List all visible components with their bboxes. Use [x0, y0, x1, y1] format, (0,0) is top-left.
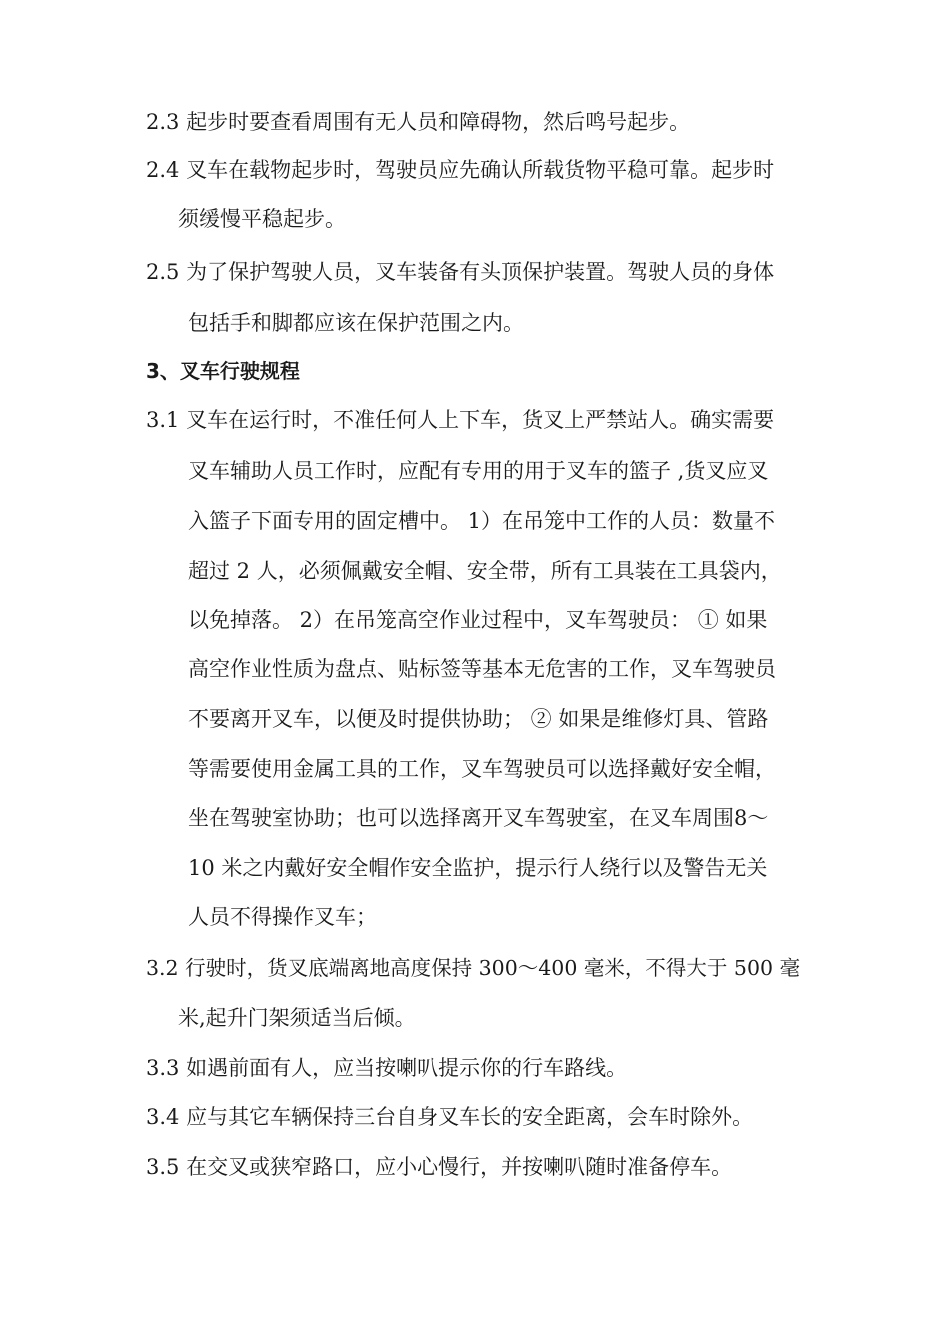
clause-3-4: 3.4 应与其它车辆保持三台自身叉车长的安全距离，会车时除外。 — [146, 1105, 754, 1129]
clause-3-1: 3.1 叉车在运行时，不准任何人上下车，货叉上严禁站人。确实需要 — [146, 408, 775, 432]
clause-3-1-cont-7: 等需要使用金属工具的工作，叉车驾驶员可以选择戴好安全帽， — [188, 757, 776, 781]
clause-3-2: 3.2 行驶时，货叉底端离地高度保持 300～400 毫米，不得大于 500 毫 — [146, 956, 801, 980]
clause-3-1-cont-10: 人员不得操作叉车； — [188, 905, 377, 929]
clause-3-3: 3.3 如遇前面有人，应当按喇叭提示你的行车路线。 — [146, 1056, 628, 1080]
section-heading-3: 3、叉车行驶规程 — [146, 359, 300, 383]
clause-3-1-cont-2: 入篮子下面专用的固定槽中。 1）在吊笼中工作的人员：数量不 — [188, 509, 776, 533]
clause-3-1-cont-4: 以免掉落。 2）在吊笼高空作业过程中，叉车驾驶员： ① 如果 — [188, 608, 768, 632]
clause-2-5-cont: 包括手和脚都应该在保护范围之内。 — [188, 311, 524, 335]
clause-3-5: 3.5 在交叉或狭窄路口，应小心慢行，并按喇叭随时准备停车。 — [146, 1155, 733, 1179]
clause-3-1-cont-5: 高空作业性质为盘点、贴标签等基本无危害的工作，叉车驾驶员 — [188, 657, 776, 681]
clause-3-1-cont-9: 10 米之内戴好安全帽作安全监护，提示行人绕行以及警告无关 — [188, 856, 768, 880]
clause-3-1-cont-8: 坐在驾驶室协助；也可以选择离开叉车驾驶室，在叉车周围8～ — [188, 806, 769, 830]
clause-2-5: 2.5 为了保护驾驶人员，叉车装备有头顶保护装置。驾驶人员的身体 — [146, 260, 775, 284]
clause-3-1-cont-6: 不要离开叉车，以便及时提供协助； ② 如果是维修灯具、管路 — [188, 707, 769, 731]
clause-3-1-cont-3: 超过 2 人，必须佩戴安全帽、安全带，所有工具装在工具袋内， — [188, 559, 782, 583]
clause-2-4-cont: 须缓慢平稳起步。 — [178, 207, 346, 231]
clause-3-2-cont: 米,起升门架须适当后倾。 — [178, 1006, 416, 1030]
clause-3-1-cont-1: 叉车辅助人员工作时，应配有专用的用于叉车的篮子 ,货叉应叉 — [188, 459, 769, 483]
clause-2-3: 2.3 起步时要查看周围有无人员和障碍物，然后鸣号起步。 — [146, 110, 691, 134]
clause-2-4: 2.4 叉车在载物起步时，驾驶员应先确认所载货物平稳可靠。起步时 — [146, 158, 775, 182]
